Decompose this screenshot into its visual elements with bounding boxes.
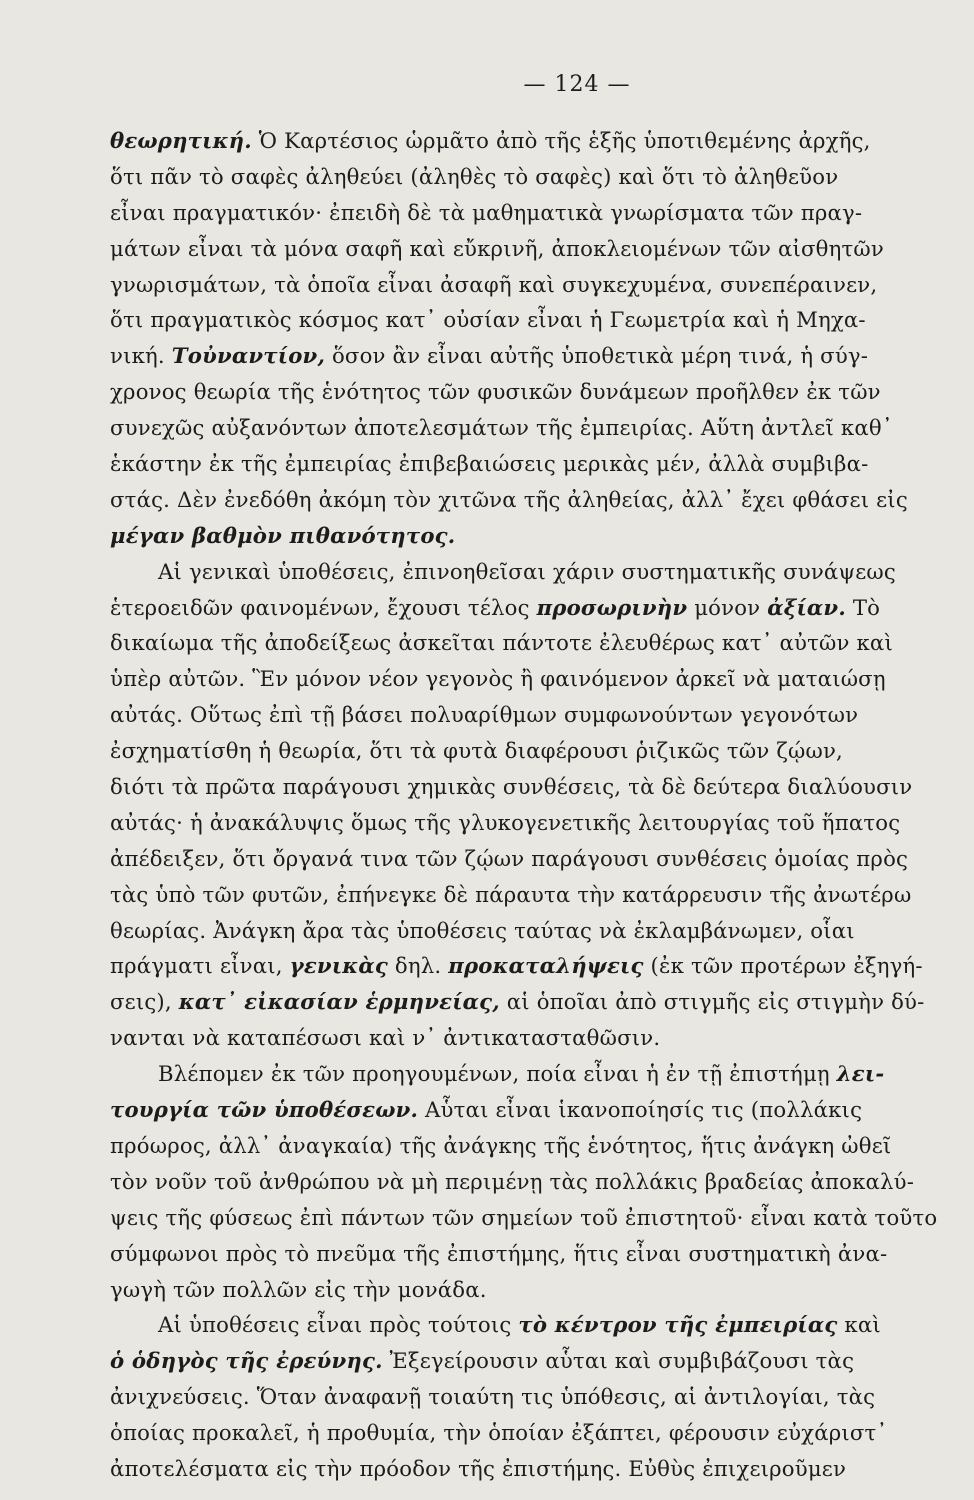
text-run: Ἐξεγείρουσιν αὗται καὶ συμβιβάζουσι τὰς	[382, 1348, 855, 1374]
text-run: τὰς ὑπὸ τῶν φυτῶν, ἐπήνεγκε δὲ πάραυτα τὴν κατάρρευσιν τῆς ἀνωτέρω	[110, 881, 912, 907]
text-run: νανται νὰ καταπέσωσι καὶ ν᾽ ἀντικατασταθῶσιν.	[110, 1025, 661, 1051]
text-line	[110, 1200, 938, 1236]
emphasized-text: Τοὐναντίον,	[171, 343, 326, 369]
paragraph	[110, 554, 934, 1056]
emphasized-text: τουργία τῶν ὑποθέσεων.	[110, 1097, 419, 1123]
text-line	[110, 1020, 934, 1056]
emphasized-text: προσωρινὴν	[536, 594, 688, 620]
text-run: πρόωρος, ἀλλ᾽ ἀναγκαία) τῆς ἀνάγκης τῆς ἑνότητος, ἥτις ἀνάγκη ὠθεῖ	[110, 1132, 892, 1158]
paragraph	[110, 1307, 934, 1486]
text-run: Βλέπομεν ἐκ τῶν προηγουμένων, ποία εἶναι ἡ ἐν τῇ ἐπιστήμῃ	[158, 1061, 837, 1087]
text-line	[110, 554, 934, 590]
text-line	[110, 1379, 934, 1415]
emphasized-text: ὁ ὁδηγὸς τῆς ἐρεύνης.	[110, 1348, 383, 1374]
text-line	[110, 733, 934, 769]
text-run: δικαίωμα τῆς ἀποδείξεως ἀσκεῖται πάντοτε ἐλευθέρως κατ᾽ αὐτῶν καὶ	[110, 630, 893, 656]
emphasized-text: προκαταλήψεις	[448, 953, 644, 979]
text-line	[110, 1092, 934, 1128]
page-number: — 124 —	[523, 72, 631, 97]
text-line	[110, 410, 934, 446]
emphasized-text: γενικὰς	[289, 953, 388, 979]
emphasized-text: ἀξίαν.	[767, 594, 846, 620]
text-line	[110, 1128, 934, 1164]
text-line	[110, 374, 934, 410]
text-run: αἱ ὁποῖαι ἀπὸ στιγμῆς εἰς στιγμὴν δύ-	[499, 989, 925, 1015]
text-run: μάτων εἶναι τὰ μόνα σαφῆ καὶ εὔκρινῆ, ἀποκλειομένων τῶν αἰσθητῶν	[110, 235, 884, 261]
text-run: Αὗται εἶναι ἱκανοποίησίς τις (πολλάκις	[418, 1097, 863, 1123]
text-line	[110, 1343, 934, 1379]
text-line	[110, 338, 934, 374]
text-line	[110, 1272, 934, 1308]
emphasized-text: κατ᾽ εἰκασίαν ἑρμηνείας,	[178, 989, 500, 1015]
text-run: ὁποίας προκαλεῖ, ἡ προθυμία, τὴν ὁποίαν ἐξάπτει, φέρουσιν εὐχάριστ᾽	[110, 1420, 888, 1446]
text-run: καὶ	[837, 1312, 881, 1338]
text-line	[110, 661, 934, 697]
text-line	[110, 697, 934, 733]
text-line	[110, 482, 934, 518]
emphasized-text: μέγαν βαθμὸν πιθανότητος.	[110, 522, 456, 548]
text-line	[110, 123, 934, 159]
text-run: δηλ.	[387, 953, 449, 979]
text-run: αὐτάς. Οὕτως ἐπὶ τῇ βάσει πολυαρίθμων συμφωνούντων γεγονότων	[110, 702, 859, 728]
text-run: ἀποτελέσματα εἰς τὴν πρόοδον τῆς ἐπιστήμης. Εὐθὺς ἐπιχειροῦμεν	[110, 1455, 847, 1481]
text-line	[110, 231, 934, 267]
text-run: σεις),	[110, 989, 179, 1015]
text-line	[110, 841, 934, 877]
text-run: πράγματι εἶναι,	[110, 953, 290, 979]
text-run: (ἐκ τῶν προτέρων ἐξηγή-	[643, 953, 923, 979]
text-line	[110, 302, 934, 338]
text-line	[110, 625, 934, 661]
text-line	[110, 1415, 934, 1451]
emphasized-text: λει-	[836, 1061, 885, 1087]
text-run: στάς. Δὲν ἐνεδόθη ἀκόμη τὸν χιτῶνα τῆς ἀληθείας, ἀλλ᾽ ἔχει φθάσει εἰς	[110, 486, 908, 512]
text-run: γωγὴ τῶν πολλῶν εἰς τὴν μονάδα.	[110, 1276, 487, 1302]
body-text	[110, 123, 938, 1487]
text-line	[110, 913, 934, 949]
text-run: Ὁ Καρτέσιος ὡρμᾶτο ἀπὸ τῆς ἑξῆς ὑποτιθεμένης ἀρχῆς,	[251, 128, 871, 153]
text-line	[110, 590, 934, 626]
paragraph	[110, 1056, 938, 1307]
text-run: εἶναι πραγματικόν· ἐπειδὴ δὲ τὰ μαθηματικὰ γνωρίσματα τῶν πραγ-	[110, 199, 863, 225]
text-run: θεωρίας. Ἀνάγκη ἄρα τὰς ὑποθέσεις ταύτας νὰ ἐκλαμβάνωμεν, οἷαι	[110, 917, 855, 943]
text-line	[110, 1056, 934, 1092]
text-run: ἀπέδειξεν, ὅτι ὄργανά τινα τῶν ζῴων παράγουσι συνθέσεις ὁμοίας πρὸς	[110, 845, 909, 871]
text-run: Τὸ	[845, 594, 881, 620]
text-run: ὅσον ἂν εἶναι αὐτῆς ὑποθετικὰ μέρη τινά, ἡ σύγ-	[325, 343, 869, 369]
text-run: Αἱ ὑποθέσεις εἶναι πρὸς τούτοις	[158, 1312, 519, 1338]
text-run: αὐτάς· ἡ ἀνακάλυψις ὅμως τῆς γλυκογενετικῆς λειτουργίας τοῦ ἥπατος	[110, 809, 901, 835]
text-run: διότι τὰ πρῶτα παράγουσι χημικὰς συνθέσεις, τὰ δὲ δεύτερα διαλύουσιν	[110, 774, 913, 800]
text-run: ὑπὲρ αὐτῶν. Ἓν μόνον νέον γεγονὸς ἢ φαινόμενον ἀρκεῖ νὰ ματαιώσῃ	[110, 666, 886, 692]
text-line	[110, 877, 934, 913]
text-line	[110, 1451, 934, 1487]
text-line	[110, 948, 934, 984]
text-run: γνωρισμάτων, τὰ ὁποῖα εἶναι ἀσαφῆ καὶ συγκεχυμένα, συνεπέραινεν,	[110, 271, 878, 297]
paragraph	[110, 123, 934, 554]
text-line	[110, 984, 934, 1020]
text-line	[110, 159, 934, 195]
text-run: ὅτι πᾶν τὸ σαφὲς ἀληθεύει (ἀληθὲς τὸ σαφὲς) καὶ ὅτι τὸ ἀληθεῦον	[110, 163, 839, 189]
text-line	[110, 446, 934, 482]
text-run: ἀνιχνεύσεις. Ὅταν ἀναφανῇ τοιαύτη τις ὑπόθεσις, αἱ ἀντιλογίαι, τὰς	[110, 1384, 876, 1410]
text-run: μόνον	[687, 594, 768, 620]
text-run: συνεχῶς αὐξανόντων ἀποτελεσμάτων τῆς ἐμπειρίας. Αὕτη ἀντλεῖ καθ᾽	[110, 415, 893, 441]
text-line	[110, 195, 934, 231]
text-line	[110, 1307, 934, 1343]
text-run: ἑτεροειδῶν φαινομένων, ἔχουσι τέλος	[110, 594, 537, 620]
text-run: ψεις τῆς φύσεως ἐπὶ πάντων τῶν σημείων τοῦ ἐπιστητοῦ· εἶναι κατὰ τοῦτο	[110, 1204, 938, 1230]
text-line	[110, 1236, 934, 1272]
text-run: σύμφωνοι πρὸς τὸ πνεῦμα τῆς ἐπιστήμης, ἥτις εἶναι συστηματικὴ ἀνα-	[110, 1240, 888, 1266]
text-line	[110, 769, 934, 805]
emphasized-text: θεωρητική.	[110, 128, 252, 153]
text-run: νική.	[110, 343, 172, 369]
text-line	[110, 805, 934, 841]
text-run: Αἱ γενικαὶ ὑποθέσεις, ἐπινοηθεῖσαι χάριν συστηματικῆς συνάψεως	[158, 558, 896, 584]
text-line	[110, 267, 934, 303]
text-run: χρονος θεωρία τῆς ἑνότητος τῶν φυσικῶν δυνάμεων προῆλθεν ἐκ τῶν	[110, 379, 881, 405]
text-line	[110, 518, 934, 554]
text-run: ἐσχηματίσθη ἡ θεωρία, ὅτι τὰ φυτὰ διαφέρουσι ῥιζικῶς τῶν ζῴων,	[110, 738, 843, 764]
text-line	[110, 1164, 934, 1200]
text-run: ὅτι πραγματικὸς κόσμος κατ᾽ οὐσίαν εἶναι ἡ Γεωμετρία καὶ ἡ Μηχα-	[110, 307, 866, 333]
emphasized-text: τὸ κέντρον τῆς ἐμπειρίας	[518, 1312, 838, 1338]
text-run: τὸν νοῦν τοῦ ἀνθρώπου νὰ μὴ περιμένῃ τὰς πολλάκις βραδείας ἀποκαλύ-	[110, 1168, 915, 1194]
text-run: ἑκάστην ἐκ τῆς ἐμπειρίας ἐπιβεβαιώσεις μερικὰς μέν, ἀλλὰ συμβιβα-	[110, 451, 869, 477]
